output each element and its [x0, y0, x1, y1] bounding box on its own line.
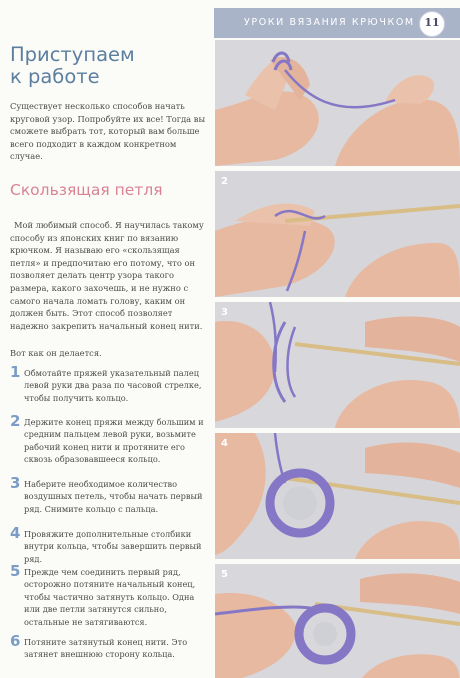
photo-3-illustration — [215, 302, 460, 428]
step-number: 2 — [10, 412, 21, 430]
photo-1-illustration — [215, 40, 460, 166]
step-text: Провяжите дополнительные столбики внутри кольца, чтобы завершить первый ряд. — [24, 529, 202, 564]
photo-2 — [215, 171, 460, 297]
step-text: Наберите необходимое количество воздушных петель, чтобы начать первый ряд. Снимите кольцо с пальца. — [24, 479, 203, 514]
step-number: 4 — [10, 524, 21, 542]
step-text: Прежде чем соединить первый ряд, осторожно потяните начальный конец, чтобы частично затянуть кольцо. Одна или две петли затянутся сильно, остальные не затягиваются. — [24, 567, 196, 627]
page-title: Приступаем к работе — [10, 43, 135, 88]
step-text: Держите конец пряжи между большим и средним пальцем левой руки, возьмите рабочий конец нити и протяните его сквозь образовавшееся кольцо. — [24, 417, 204, 465]
section-title: Скользящая петля — [10, 181, 163, 199]
running-header — [214, 8, 460, 38]
step-text: Потяните затянутый конец нити. Это затянет внешнюю сторону кольца. — [24, 637, 188, 660]
photo-number: 4 — [221, 438, 228, 449]
section-paragraph: Мой любимый способ. Я научилась такому способу из японских книг по вязанию крючком. Я называю его «скользящая петля» и предпочитаю его потому, что он позволяет делать центр узора такого размера, какого захочешь, и не нужно с самого начала ломать голову, каким он должен быть. Этот способ позволяет надежно закрепить начальный конец нити. — [10, 220, 204, 331]
photo-number: 5 — [221, 569, 228, 580]
photo-5 — [215, 564, 460, 678]
step-number: 1 — [10, 363, 21, 381]
step-number: 3 — [10, 474, 21, 492]
photo-4 — [215, 433, 460, 559]
page-number-badge — [419, 11, 445, 37]
intro-paragraph: Существует несколько способов начать круговой узор. Попробуйте их все! Тогда вы сможете выбрать тот, который вам больше всего подходит в каждом конкретном случае. — [10, 101, 206, 162]
step-number: 5 — [10, 562, 21, 580]
photo-1 — [215, 40, 460, 166]
page-number: 11 — [424, 16, 440, 29]
photo-5-illustration — [215, 564, 460, 678]
photo-4-illustration — [215, 433, 460, 559]
running-title: УРОКИ ВЯЗАНИЯ КРЮЧКОМ — [244, 17, 415, 28]
step-number: 6 — [10, 632, 21, 650]
photo-number: 2 — [221, 176, 228, 187]
photo-number: 3 — [221, 307, 228, 318]
lead-line: Вот как он делается. — [10, 348, 102, 358]
step-text: Обмотайте пряжей указательный палец левой руки два раза по часовой стрелке, чтобы получить кольцо. — [24, 368, 202, 403]
photo-3 — [215, 302, 460, 428]
photo-2-illustration — [215, 171, 460, 297]
